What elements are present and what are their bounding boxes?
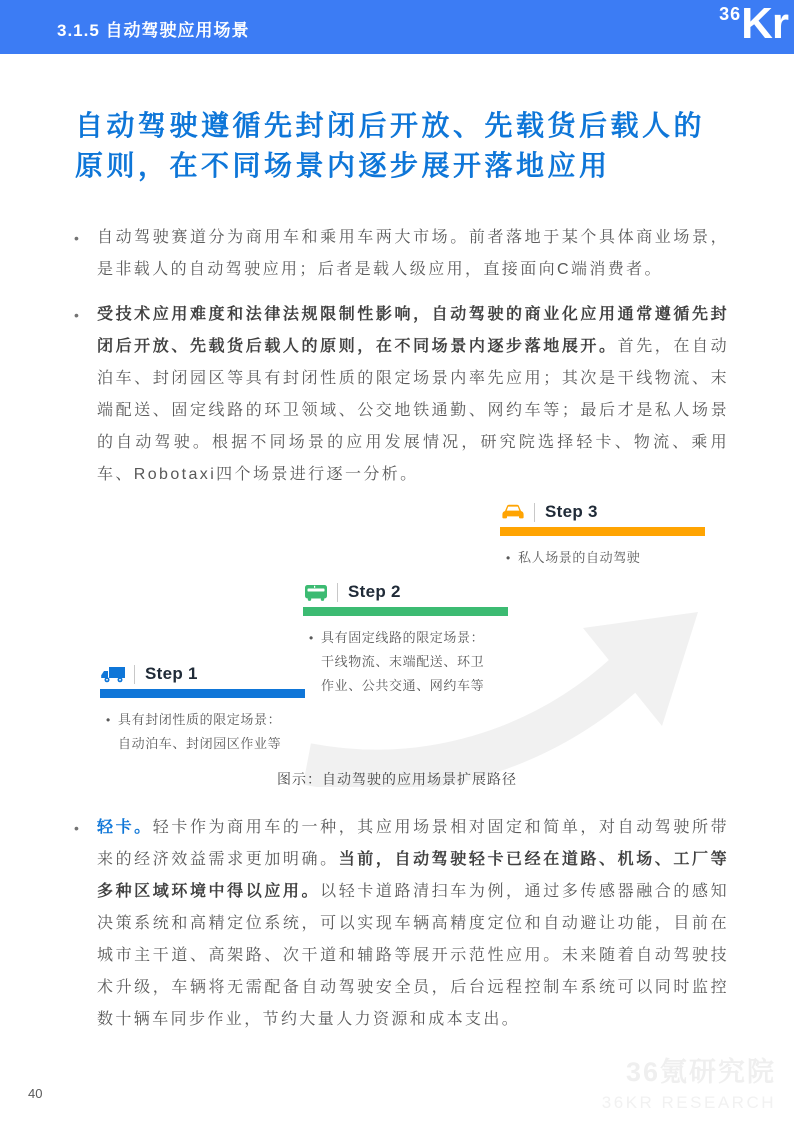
bullet-dot <box>500 546 518 570</box>
step-3-block <box>500 501 705 570</box>
step-1-block <box>100 663 305 756</box>
diagram-caption: 图示：自动驾驶的应用场景扩展路径 <box>277 771 517 787</box>
paragraph-market-overview: • 自动驾驶赛道分为商用车和乘用车两大市场。前者落地于某个具体商业场景，是非载人的自动驾驶应用；后者是载人级应用，直接面向C端消费者。 <box>72 222 729 286</box>
step-2-block <box>303 581 508 698</box>
logo-kr-text: Kr <box>741 0 788 48</box>
watermark-en: 36KR RESEARCH <box>601 1093 776 1112</box>
step-1-description <box>100 708 305 756</box>
car-icon <box>500 503 526 521</box>
step-3-description <box>500 546 705 570</box>
step-2-bar <box>303 607 508 616</box>
bullet-dot <box>100 708 118 756</box>
expansion-path-diagram <box>0 495 794 805</box>
logo-36-text: 36 <box>719 4 742 24</box>
step-1-bar <box>100 689 305 698</box>
step-2-label: Step 2 <box>348 582 401 601</box>
divider <box>337 583 338 602</box>
light-truck-section <box>72 812 732 1049</box>
divider <box>534 503 535 522</box>
step-2-line: 作业、公共交通、网约车等 <box>321 678 485 693</box>
section-title: 3.1.5 自动驾驶应用场景 <box>57 21 250 40</box>
logo-36kr-icon <box>719 2 788 46</box>
step-2-header <box>303 581 508 603</box>
paragraph-commercialization-principle: • 受技术应用难度和法律法规限制性影响，自动驾驶的商业化应用通常遵循先封闭后开放、先载货后载人的原则，在不同场景内逐步落地展开。首先，在自动泊车、封闭园区等具有封闭性质的限定场景内率先应用；其次是干线物流、末端配送、固定线路的环卫领域、公交地铁通勤、网约车等；最后才是私人场景的自动驾驶。根据不同场景的应用发展情况，研究院选择轻卡、物流、乘用车、Robotaxi四个场景进行逐一分析。 <box>72 299 729 491</box>
step-2-line: 具有固定线路的限定场景： <box>321 630 485 645</box>
step-1-line: 具有封闭性质的限定场景： <box>118 712 282 727</box>
watermark-cn: 36氪研究院 <box>625 1057 776 1087</box>
bus-icon <box>303 583 329 601</box>
paragraph-light-truck: • 轻卡。轻卡作为商用车的一种，其应用场景相对固定和简单，对自动驾驶所带来的经济效益需求更加明确。当前，自动驾驶轻卡已经在道路、机场、工厂等多种区域环境中得以应用。以轻卡道路清扫车为例，通过多传感器融合的感知决策系统和高精定位系统，可以实现车辆高精度定位和自动避让功能，目前在城市主干道、高架路、次干道和辅路等展开示范性应用。未来随着自动驾驶技术升级，车辆将无需配备自动驾驶安全员，后台远程控制车系统可以同时监控数十辆车同步作业，节约大量人力资源和成本支出。 <box>72 812 729 1036</box>
step-3-label: Step 3 <box>545 502 598 521</box>
bullet-dot <box>303 626 321 698</box>
watermark <box>602 1050 776 1113</box>
step-1-header <box>100 663 305 685</box>
intro-paragraphs <box>72 222 732 504</box>
truck-icon <box>100 665 126 683</box>
page-header <box>0 0 794 54</box>
step-1-label: Step 1 <box>145 664 198 683</box>
step-3-line: 私人场景的自动驾驶 <box>518 550 641 565</box>
page-title: 自动驾驶遵循先封闭后开放、先载货后载人的原则，在不同场景内逐步展开落地应用 <box>75 110 706 181</box>
divider <box>134 665 135 684</box>
step-2-description <box>303 626 508 698</box>
step-3-bar <box>500 527 705 536</box>
step-1-line: 自动泊车、封闭园区作业等 <box>118 736 282 751</box>
step-2-line: 干线物流、末端配送、环卫 <box>321 654 485 669</box>
page-number: 40 <box>28 1086 43 1101</box>
step-3-header <box>500 501 705 523</box>
